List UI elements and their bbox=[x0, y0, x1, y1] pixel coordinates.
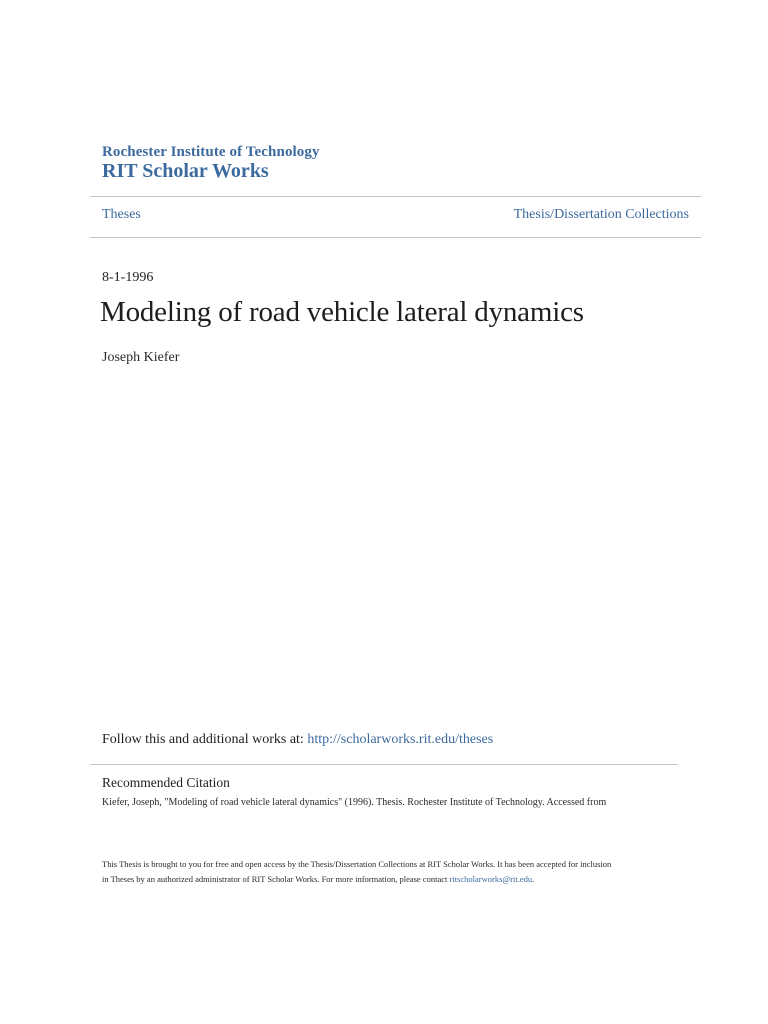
contact-email-link[interactable]: ritscholarworks@rit.edu bbox=[449, 874, 533, 884]
citation-heading: Recommended Citation bbox=[102, 775, 230, 790]
follow-line bbox=[102, 732, 493, 748]
theses-url-link[interactable]: http://scholarworks.rit.edu/theses bbox=[307, 732, 494, 747]
notice-line-2-end: . bbox=[532, 874, 535, 884]
citation-divider bbox=[90, 764, 678, 765]
notice-line-2 bbox=[102, 872, 682, 887]
top-divider bbox=[90, 196, 701, 197]
collections-link[interactable]: Thesis/Dissertation Collections bbox=[513, 207, 689, 222]
document-title: Modeling of road vehicle lateral dynamics bbox=[100, 296, 584, 328]
access-notice bbox=[102, 857, 682, 887]
notice-line-2-text: in Theses by an authorized administrator of RIT Scholar Works. For more information, please contact bbox=[102, 874, 450, 884]
notice-line-1: This Thesis is brought to you for free and open access by the Thesis/Dissertation Collections at RIT Scholar Works. It has been accepted for inclusion bbox=[102, 859, 612, 869]
institution-name: Rochester Institute of Technology bbox=[102, 144, 320, 160]
citation-text: Kiefer, Joseph, "Modeling of road vehicle lateral dynamics" (1996). Thesis. Rochester Institute of Technology. Accessed from bbox=[102, 797, 607, 808]
nav-divider bbox=[90, 237, 701, 238]
author-name: Joseph Kiefer bbox=[102, 350, 180, 365]
publication-date: 8-1-1996 bbox=[102, 270, 154, 285]
repository-name: RIT Scholar Works bbox=[102, 160, 269, 182]
follow-text: Follow this and additional works at: bbox=[102, 732, 308, 747]
theses-link[interactable]: Theses bbox=[102, 207, 141, 222]
